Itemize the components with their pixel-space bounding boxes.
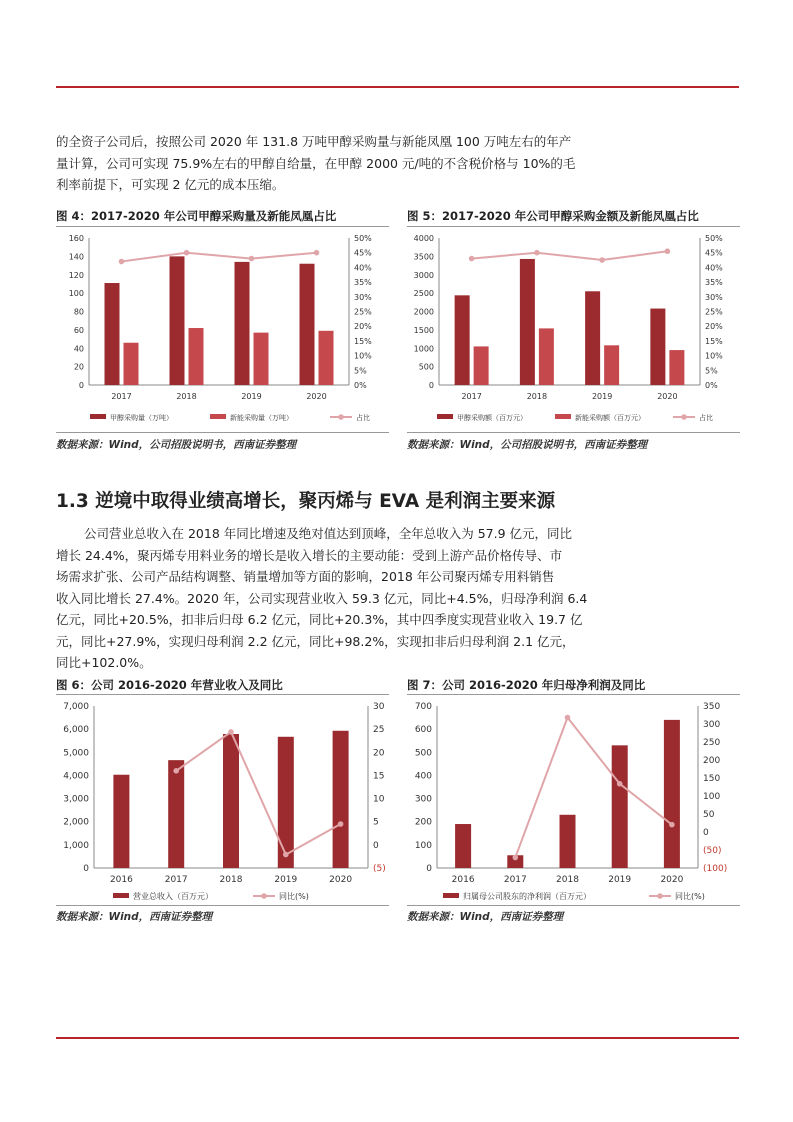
section-heading: 1.3 逆境中取得业绩高增长，聚丙烯与 EVA 是利润主要来源 bbox=[56, 491, 556, 512]
y-tick-label-right: 25% bbox=[354, 307, 372, 317]
legend-label: 占比 bbox=[356, 414, 370, 422]
y-tick-label-left: 600 bbox=[414, 725, 432, 736]
y-tick-label-right: 0 bbox=[703, 828, 709, 838]
y-tick-label-right: 250 bbox=[703, 738, 721, 748]
line-point bbox=[184, 250, 190, 256]
bar bbox=[585, 291, 600, 385]
x-tick-label: 2018 bbox=[176, 392, 197, 401]
legend-marker bbox=[261, 893, 267, 899]
y-tick-label-left: 60 bbox=[73, 325, 84, 335]
paragraph-line: 场需求扩张、公司产品结构调整、销量增加等方面的影响，2018 年公司聚丙烯专用料销售 bbox=[56, 569, 555, 584]
fig7-source: 数据来源：Wind，西南证券整理 bbox=[407, 911, 564, 923]
y-tick-label-left: 80 bbox=[73, 307, 84, 317]
fig5-title-rule bbox=[407, 226, 740, 227]
y-tick-label-right: 45% bbox=[705, 248, 723, 258]
x-tick-label: 2019 bbox=[274, 875, 298, 885]
y-tick-label-left: 500 bbox=[414, 748, 432, 759]
y-tick-label-left: 120 bbox=[68, 270, 84, 280]
y-tick-label-right: 20 bbox=[373, 748, 385, 759]
bar bbox=[669, 350, 684, 385]
y-tick-label-left: 3,000 bbox=[63, 794, 89, 805]
bar bbox=[168, 760, 184, 868]
x-tick-label: 2020 bbox=[306, 392, 327, 401]
fig6-title: 图 6：公司 2016-2020 年营业收入及同比 bbox=[56, 678, 283, 692]
y-tick-label-right: 15 bbox=[373, 771, 385, 782]
bar bbox=[560, 815, 576, 868]
y-tick-label-left: 1000 bbox=[413, 344, 434, 354]
y-tick-label-right: 10% bbox=[354, 351, 372, 361]
y-tick-label-left: 100 bbox=[414, 840, 432, 851]
x-tick-label: 2018 bbox=[526, 392, 548, 401]
legend-label: 同比(%) bbox=[279, 892, 309, 901]
y-tick-label-right: 40% bbox=[705, 263, 723, 273]
y-tick-label-right: 40% bbox=[354, 263, 372, 273]
bar bbox=[170, 256, 185, 385]
line-point bbox=[669, 822, 675, 828]
y-tick-label-left: 0 bbox=[83, 864, 89, 874]
y-tick-label-left: 3500 bbox=[413, 252, 434, 262]
line-point bbox=[249, 256, 255, 262]
x-tick-label: 2016 bbox=[451, 875, 475, 885]
y-tick-label-right: 15% bbox=[354, 336, 372, 346]
y-tick-label-left: 40 bbox=[73, 344, 84, 354]
paragraph-line: 增长 24.4%，聚丙烯专用料业务的增长是收入增长的主要动能：受到上游产品价格传导、市 bbox=[56, 547, 563, 563]
legend-marker bbox=[657, 893, 663, 899]
series-line bbox=[122, 253, 317, 262]
y-tick-label-right: 45% bbox=[354, 248, 372, 258]
bar bbox=[223, 734, 239, 868]
legend-label: 甲醇采购量（万吨） bbox=[110, 414, 173, 422]
y-tick-label-left: 0 bbox=[426, 864, 432, 874]
series-line bbox=[176, 732, 340, 855]
legend-label: 归属母公司股东的净利润（百万元） bbox=[463, 892, 591, 901]
fig4-source-rule bbox=[56, 432, 389, 433]
legend-label: 同比(%) bbox=[675, 892, 705, 901]
fig7-svg bbox=[407, 696, 740, 904]
y-tick-label-left: 0 bbox=[78, 381, 84, 390]
x-tick-label: 2017 bbox=[111, 392, 132, 401]
y-tick-label-left: 400 bbox=[414, 771, 432, 782]
legend-swatch bbox=[210, 414, 226, 419]
line-point bbox=[599, 257, 605, 263]
fig5-source: 数据来源：Wind，公司招股说明书，西南证券整理 bbox=[407, 439, 648, 451]
legend-marker bbox=[338, 414, 344, 420]
paragraph-line: 的全资子公司后，按照公司 2020 年 131.8 万吨甲醇采购量与新能凤凰 100 万吨左右的年产 bbox=[56, 134, 572, 149]
y-tick-label-left: 1,000 bbox=[63, 840, 89, 851]
y-tick-label-right: 35% bbox=[705, 278, 723, 288]
y-tick-label-left: 20 bbox=[73, 362, 84, 372]
legend-swatch bbox=[443, 893, 459, 898]
x-tick-label: 2017 bbox=[461, 392, 482, 401]
paragraph-line: 量计算，公司可实现 75.9%左右的甲醇自给量，在甲醇 2000 元/吨的不含税价格与 10%的毛 bbox=[56, 155, 576, 171]
y-tick-label-left: 140 bbox=[68, 252, 84, 262]
paragraph-line: 元，同比+27.9%，实现归母利润 2.2 亿元，同比+98.2%，实现扣非后归母利润 2.1 亿元， bbox=[56, 633, 575, 649]
line-point bbox=[617, 781, 623, 787]
y-tick-label-right: 100 bbox=[703, 792, 721, 802]
bar bbox=[333, 731, 349, 868]
bar bbox=[189, 328, 204, 385]
fig4-svg bbox=[56, 228, 389, 432]
fig5-source-rule bbox=[407, 432, 740, 433]
y-tick-label-right: 50 bbox=[703, 810, 715, 820]
y-tick-label-left: 7,000 bbox=[63, 702, 89, 712]
y-tick-label-left: 700 bbox=[414, 702, 432, 712]
body-paragraph bbox=[56, 523, 740, 674]
x-tick-label: 2018 bbox=[219, 875, 243, 885]
x-tick-label: 2017 bbox=[164, 875, 188, 885]
fig4-title-rule bbox=[56, 226, 389, 227]
fig5-title: 图 5：2017-2020 年公司甲醇采购金额及新能凤凰占比 bbox=[407, 209, 699, 223]
y-tick-label-right: 20% bbox=[354, 322, 372, 332]
x-tick-label: 2020 bbox=[660, 875, 684, 885]
bar bbox=[105, 283, 120, 385]
fig4-source: 数据来源：Wind，公司招股说明书，西南证券整理 bbox=[56, 439, 297, 451]
legend-swatch bbox=[90, 414, 106, 419]
y-tick-label-right: 30% bbox=[705, 292, 723, 302]
paragraph-line: 同比+102.0%。 bbox=[56, 655, 152, 670]
y-tick-label-right: 150 bbox=[703, 774, 721, 784]
line-point bbox=[665, 248, 671, 254]
legend-swatch bbox=[555, 414, 571, 419]
legend-label: 营业总收入（百万元） bbox=[133, 892, 213, 901]
y-tick-label-right: 20% bbox=[705, 322, 723, 332]
bar bbox=[254, 333, 269, 385]
y-tick-label-right: 10% bbox=[705, 351, 723, 361]
fig7-source-rule bbox=[407, 905, 740, 906]
legend-swatch bbox=[113, 893, 129, 898]
fig5-svg bbox=[407, 228, 740, 432]
series-line bbox=[515, 718, 672, 858]
y-tick-label-left: 2500 bbox=[413, 289, 434, 299]
fig4-title: 图 4：2017-2020 年公司甲醇采购量及新能凤凰占比 bbox=[56, 209, 337, 223]
bar bbox=[113, 775, 129, 868]
paragraph-line: 利率前提下，可实现 2 亿元的成本压缩。 bbox=[56, 177, 285, 192]
y-tick-label-left: 6,000 bbox=[63, 725, 89, 736]
line-point bbox=[228, 729, 234, 735]
fig6-svg bbox=[56, 696, 389, 904]
bar bbox=[664, 720, 680, 868]
y-tick-label-right: 0% bbox=[705, 381, 718, 390]
y-tick-label-right: 35% bbox=[354, 278, 372, 288]
y-tick-label-right: 0% bbox=[354, 381, 367, 390]
fig7-title-rule bbox=[407, 694, 740, 695]
series-line bbox=[472, 251, 668, 260]
y-tick-label-right: (100) bbox=[703, 864, 728, 874]
y-tick-label-right: 350 bbox=[703, 702, 721, 712]
fig6-chart bbox=[56, 696, 389, 904]
legend-label: 新能采购额（百万元） bbox=[575, 414, 645, 422]
fig5-chart bbox=[407, 228, 740, 432]
y-tick-label-left: 100 bbox=[68, 289, 84, 299]
y-tick-label-right: 50% bbox=[705, 234, 723, 243]
paragraph-line: 收入同比增长 27.4%。2020 年，公司实现营业收入 59.3 亿元，同比+4.5%，归母净利润 6.4 bbox=[56, 590, 588, 606]
x-tick-label: 2019 bbox=[608, 875, 632, 885]
line-point bbox=[469, 256, 475, 262]
bar bbox=[300, 264, 315, 385]
bar bbox=[278, 737, 294, 868]
y-tick-label-right: (5) bbox=[373, 864, 386, 874]
legend-marker bbox=[681, 414, 687, 420]
y-tick-label-left: 5,000 bbox=[63, 748, 89, 759]
line-point bbox=[534, 250, 540, 256]
x-tick-label: 2016 bbox=[109, 875, 133, 885]
bar bbox=[650, 309, 665, 385]
y-tick-label-left: 2,000 bbox=[63, 817, 89, 828]
y-tick-label-right: 15% bbox=[705, 336, 723, 346]
fig7-chart bbox=[407, 696, 740, 904]
x-tick-label: 2020 bbox=[657, 392, 678, 401]
bar bbox=[124, 343, 139, 385]
line-point bbox=[338, 821, 344, 827]
y-tick-label-right: 30% bbox=[354, 292, 372, 302]
y-tick-label-left: 4000 bbox=[413, 234, 434, 243]
legend-swatch bbox=[437, 414, 453, 419]
y-tick-label-left: 300 bbox=[414, 794, 432, 805]
bar bbox=[604, 345, 619, 385]
paragraph-line: 亿元，同比+20.5%，扣非后归母 6.2 亿元，同比+20.3%，其中四季度实现营业收入 19.7 亿 bbox=[56, 612, 583, 627]
bar bbox=[612, 745, 628, 868]
y-tick-label-right: (50) bbox=[703, 846, 722, 856]
bar bbox=[474, 346, 489, 385]
y-tick-label-left: 500 bbox=[418, 362, 434, 372]
y-tick-label-left: 3000 bbox=[413, 270, 434, 280]
line-point bbox=[283, 852, 289, 858]
bar bbox=[455, 824, 471, 868]
paragraph-line: 公司营业总收入在 2018 年同比增速及绝对值达到顶峰，全年总收入为 57.9 亿元，同比 bbox=[84, 526, 573, 541]
y-tick-label-right: 300 bbox=[703, 720, 721, 730]
legend-label: 占比 bbox=[699, 414, 713, 422]
y-tick-label-right: 10 bbox=[373, 794, 385, 805]
bar bbox=[539, 328, 554, 385]
bar bbox=[520, 259, 535, 385]
y-tick-label-left: 160 bbox=[68, 234, 84, 243]
legend-label: 新能采购量（万吨） bbox=[230, 414, 293, 422]
fig6-source: 数据来源：Wind，西南证券整理 bbox=[56, 911, 213, 923]
y-tick-label-right: 5 bbox=[373, 817, 379, 828]
fig4-chart bbox=[56, 228, 389, 432]
x-tick-label: 2017 bbox=[503, 875, 527, 885]
bar bbox=[235, 262, 250, 385]
y-tick-label-right: 50% bbox=[354, 234, 372, 243]
y-tick-label-left: 1500 bbox=[413, 325, 434, 335]
line-point bbox=[314, 250, 320, 256]
top-rule bbox=[56, 86, 739, 88]
x-tick-label: 2018 bbox=[556, 875, 579, 885]
y-tick-label-right: 200 bbox=[703, 756, 721, 766]
y-tick-label-left: 2000 bbox=[413, 307, 434, 317]
y-tick-label-right: 5% bbox=[354, 366, 367, 376]
y-tick-label-right: 25% bbox=[705, 307, 723, 317]
y-tick-label-right: 5% bbox=[705, 366, 718, 376]
line-point bbox=[513, 855, 519, 861]
x-tick-label: 2019 bbox=[241, 392, 262, 401]
line-point bbox=[119, 259, 125, 265]
fig6-title-rule bbox=[56, 694, 389, 695]
x-tick-label: 2019 bbox=[591, 392, 613, 401]
bottom-rule bbox=[56, 1037, 739, 1039]
fig7-title: 图 7：公司 2016-2020 年归母净利润及同比 bbox=[407, 678, 646, 692]
y-tick-label-right: 0 bbox=[373, 840, 379, 851]
y-tick-label-right: 25 bbox=[373, 725, 385, 736]
line-point bbox=[173, 768, 179, 774]
y-tick-label-left: 4,000 bbox=[63, 771, 89, 782]
intro-paragraph bbox=[56, 131, 740, 196]
y-tick-label-left: 200 bbox=[414, 817, 432, 828]
x-tick-label: 2020 bbox=[329, 875, 353, 885]
legend-label: 甲醇采购额（百万元） bbox=[457, 414, 527, 422]
y-tick-label-left: 0 bbox=[428, 381, 434, 390]
y-tick-label-right: 30 bbox=[373, 702, 385, 712]
line-point bbox=[565, 715, 571, 721]
bar bbox=[455, 295, 470, 385]
bar bbox=[319, 331, 334, 385]
fig6-source-rule bbox=[56, 905, 389, 906]
